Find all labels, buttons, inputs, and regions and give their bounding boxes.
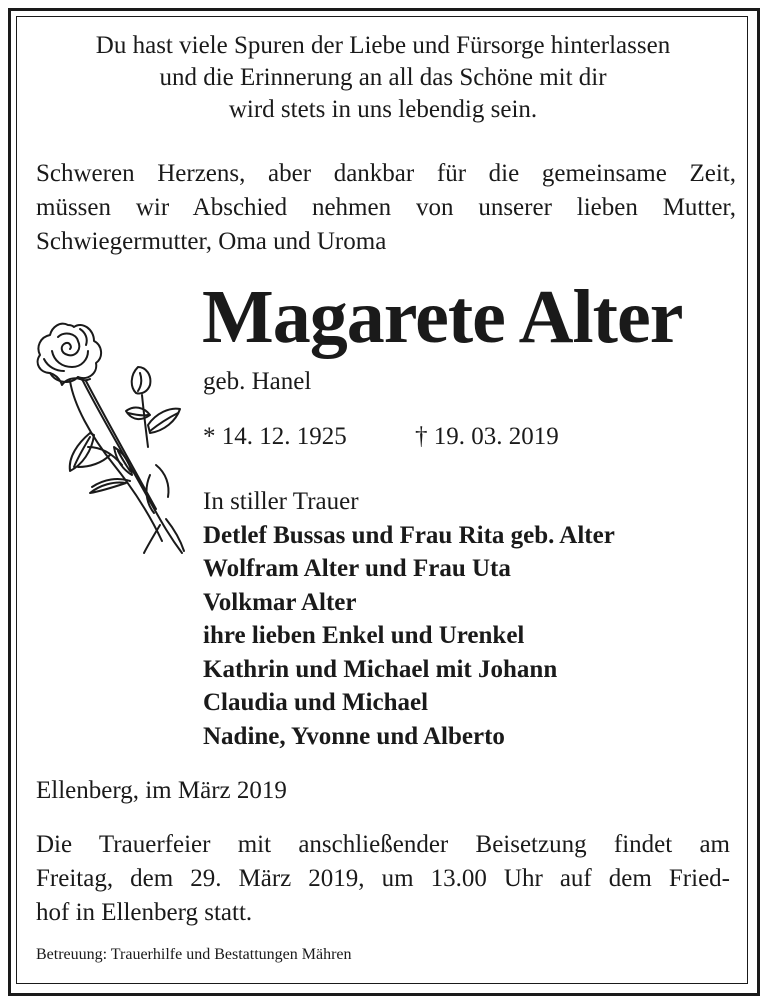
mourner-name: Detlef Bussas und Frau Rita geb. Alter bbox=[203, 521, 615, 549]
mourner-name: Volkmar Alter bbox=[203, 588, 357, 616]
funeral-line: hof in Ellenberg statt. bbox=[36, 899, 253, 926]
quote-line: Du hast viele Spuren der Liebe und Fürsorge hinterlassen bbox=[95, 32, 671, 59]
mourner-name: ihre lieben Enkel und Urenkel bbox=[203, 622, 525, 649]
intro-text bbox=[36, 157, 736, 259]
mourners-heading: In stiller Trauer bbox=[203, 488, 359, 515]
intro-line: Schwiegermutter, Oma und Uroma bbox=[36, 228, 387, 255]
quote-line: und die Erinnerung an all das Schöne mit dir bbox=[159, 64, 607, 91]
quote-line: wird stets in uns lebendig sein. bbox=[228, 96, 538, 123]
birth-name: geb. Hanel bbox=[203, 368, 312, 395]
mourner-name: Kathrin und Michael mit Johann bbox=[203, 655, 558, 683]
mourner-name: Wolfram Alter und Frau Uta bbox=[203, 555, 511, 582]
undertaker-credit: Betreuung: Trauerhilfe und Bestattungen Mähren bbox=[36, 946, 352, 963]
rose-icon bbox=[30, 315, 200, 560]
memorial-quote bbox=[30, 30, 736, 126]
intro-line: Schweren Herzens, aber dankbar für die gemeinsame Zeit, bbox=[36, 160, 736, 187]
death-date: † 19. 03. 2019 bbox=[415, 423, 559, 450]
funeral-line: Die Trauerfeier mit anschließender Beisetzung findet am bbox=[36, 831, 730, 858]
mourner-name: Nadine, Yvonne und Alberto bbox=[203, 722, 505, 750]
life-dates bbox=[203, 421, 559, 453]
funeral-notice bbox=[36, 828, 730, 930]
deceased-name: Magarete Alter bbox=[202, 275, 683, 359]
intro-line: müssen wir Abschied nehmen von unserer lieben Mutter, bbox=[36, 194, 736, 221]
birth-date: * 14. 12. 1925 bbox=[203, 423, 347, 450]
mourners-list bbox=[203, 485, 615, 753]
funeral-line: Freitag, dem 29. März 2019, um 13.00 Uhr auf dem Fried- bbox=[36, 865, 730, 892]
place-date: Ellenberg, im März 2019 bbox=[36, 777, 287, 804]
mourner-name: Claudia und Michael bbox=[203, 689, 429, 716]
